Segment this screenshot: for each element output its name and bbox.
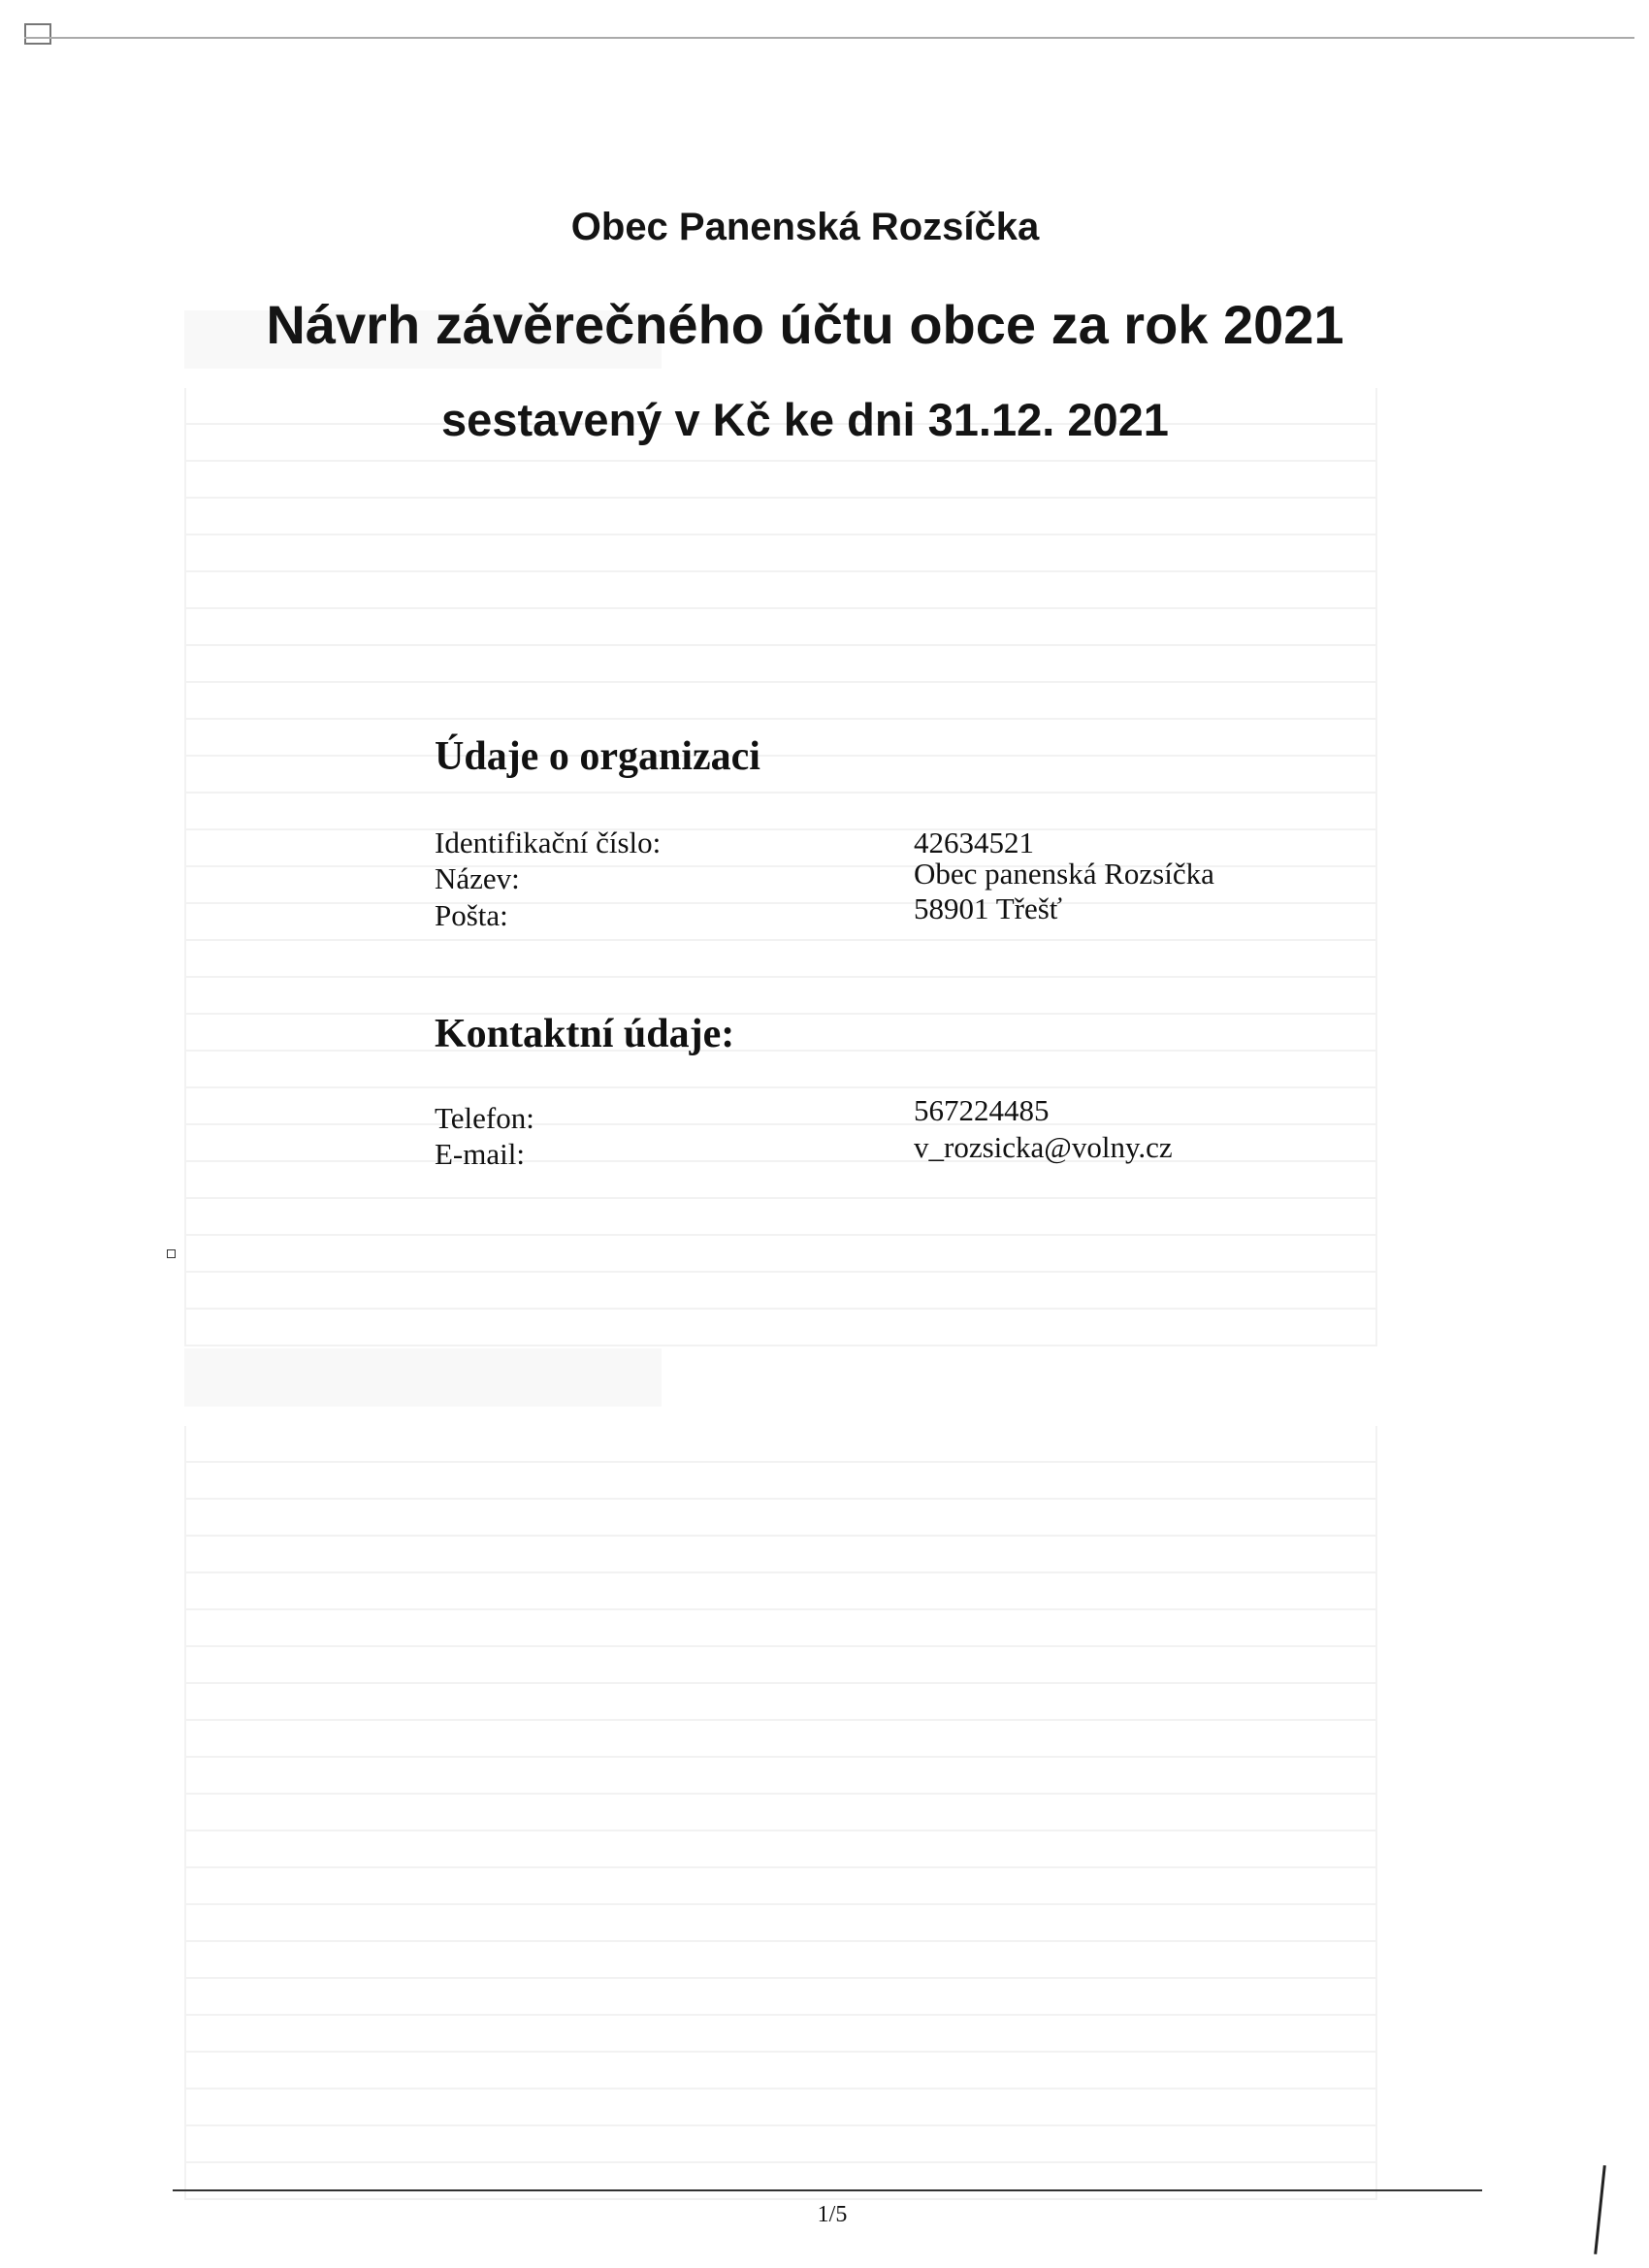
name-value: Obec panenská Rozsíčka [914, 857, 1214, 891]
footer-divider [173, 2189, 1482, 2191]
bleed-through-table [184, 310, 1377, 1346]
post-value: 58901 Třešť [914, 891, 1063, 925]
document-title: Návrh závěrečného účtu obce za rok 2021 [266, 294, 1344, 355]
id-number-label: Identifikační číslo: [435, 826, 662, 859]
contact-heading: Kontaktní údaje: [435, 1012, 735, 1056]
scan-artifact-box [24, 23, 51, 45]
id-number-value: 42634521 [914, 826, 1034, 859]
bleed-through-table [184, 1348, 1377, 2200]
name-label: Název: [435, 861, 520, 895]
municipality-name: Obec Panenská Rozsíčka [570, 206, 1040, 248]
phone-label: Telefon: [435, 1101, 534, 1135]
scan-artifact-line [24, 37, 1634, 39]
phone-value: 567224485 [914, 1093, 1050, 1127]
document-subtitle: sestavený v Kč ke dni 31.12. 2021 [441, 394, 1169, 445]
scan-artifact-dot [167, 1249, 176, 1258]
organization-heading: Údaje o organizaci [435, 734, 760, 779]
email-value: v_rozsicka@volny.cz [914, 1130, 1173, 1164]
page-number: 1/5 [817, 2202, 848, 2227]
post-label: Pošta: [435, 898, 508, 932]
email-label: E-mail: [435, 1137, 525, 1171]
